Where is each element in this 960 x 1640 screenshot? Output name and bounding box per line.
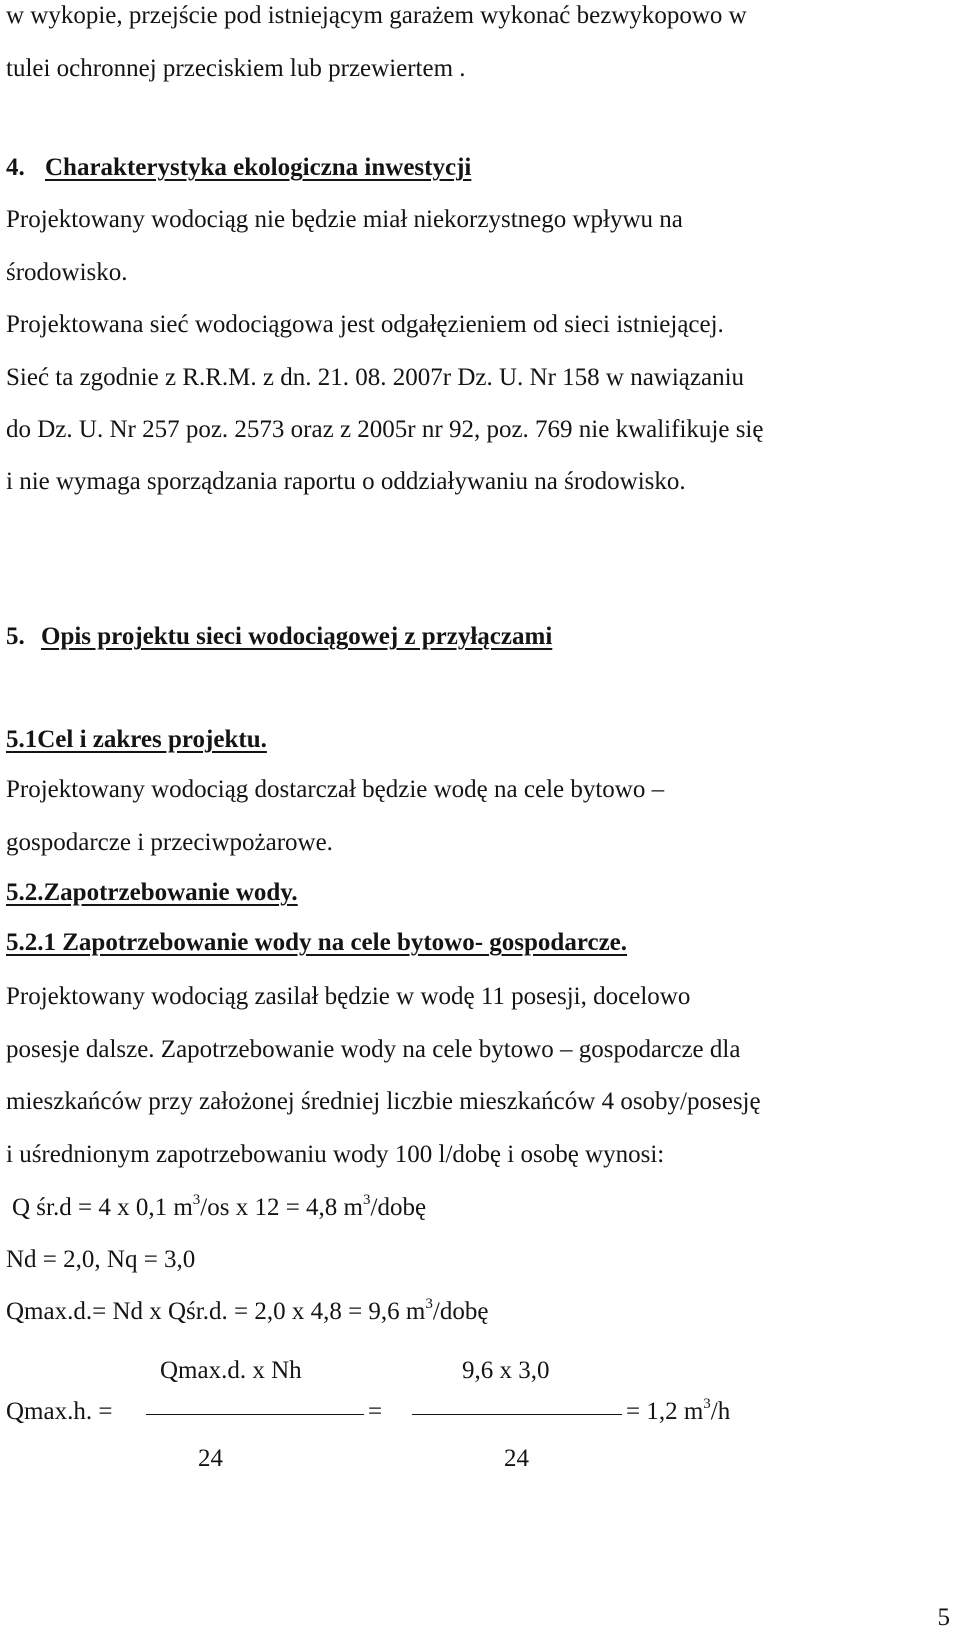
subsection-heading: 5.1Cel i zakres projektu.	[6, 726, 267, 753]
section-number: 4.	[6, 154, 25, 181]
equals-sign: =	[368, 1398, 383, 1425]
text-line: Projektowana sieć wodociągowa jest odgałęzieniem od sieci istniejącej.	[6, 311, 724, 338]
section-heading	[6, 622, 552, 652]
section-heading	[6, 153, 471, 183]
formula-nd-nq: Nd = 2,0, Nq = 3,0	[6, 1246, 196, 1273]
page-number: 5	[937, 1604, 950, 1631]
formula-qmax-d: Qmax.d.= Nd x Qśr.d. = 2,0 x 4,8 = 9,6 $m^3$/dobę	[6, 1296, 489, 1325]
subsection-heading: 5.2.Zapotrzebowanie wody.	[6, 879, 298, 906]
subsection-heading: 5.2.1 Zapotrzebowanie wody na cele bytowo- gospodarcze.	[6, 929, 628, 956]
text-line: Projektowany wodociąg dostarczał będzie wodę na cele bytowo –	[6, 776, 665, 803]
formula-label: Qmax.h. =	[6, 1398, 113, 1425]
formula-result: = 1,2 $m^3/h$	[626, 1396, 731, 1425]
text-line: i uśrednionym zapotrzebowaniu wody 100 l/dobę i osobę wynosi:	[6, 1141, 665, 1168]
fraction-denominator: 24	[198, 1445, 223, 1472]
section-number: 5.	[6, 623, 25, 650]
fraction-numerator: 9,6 x 3,0	[462, 1357, 550, 1384]
text-line: Projektowany wodociąg nie będzie miał niekorzystnego wpływu na	[6, 206, 683, 233]
text-line: tulei ochronnej przeciskiem lub przewiertem .	[6, 55, 466, 82]
section-title: Opis projektu sieci wodociągowej z przyłączami	[41, 623, 553, 650]
section-title: Charakterystyka ekologiczna inwestycji	[45, 154, 472, 181]
text-line: posesje dalsze. Zapotrzebowanie wody na cele bytowo – gospodarcze dla	[6, 1036, 741, 1063]
text-line: Sieć ta zgodnie z R.R.M. z dn. 21. 08. 2007r Dz. U. Nr 158 w nawiązaniu	[6, 364, 745, 391]
text-line: mieszkańców przy założonej średniej liczbie mieszkańców 4 osoby/posesję	[6, 1088, 761, 1115]
text-line: do Dz. U. Nr 257 poz. 2573 oraz z 2005r nr 92, poz. 769 nie kwalifikuje się	[6, 416, 764, 443]
text-line: środowisko.	[6, 259, 128, 286]
text-line: w wykopie, przejście pod istniejącym garażem wykonać bezwykopowo w	[6, 2, 747, 29]
text-line: gospodarcze i przeciwpożarowe.	[6, 829, 333, 856]
fraction-bar	[146, 1414, 364, 1415]
text-line: i nie wymaga sporządzania raportu o oddziaływaniu na środowisko.	[6, 468, 686, 495]
text-line: Projektowany wodociąg zasilał będzie w wodę 11 posesji, docelowo	[6, 983, 691, 1010]
fraction-denominator: 24	[504, 1445, 529, 1472]
formula-q-sr-d: Q śr.d = 4 x 0,1 $m^3/os$ x 12 = 4,8 $m^3$/dobę	[12, 1192, 427, 1221]
fraction-numerator: Qmax.d. x Nh	[160, 1357, 302, 1384]
fraction-bar	[412, 1414, 622, 1415]
